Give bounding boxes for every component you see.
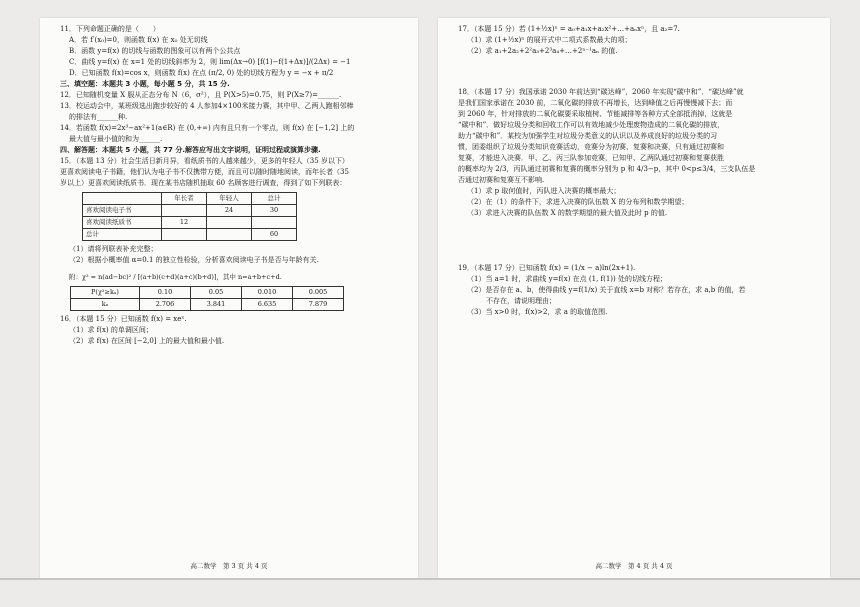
table-row	[83, 217, 297, 229]
table-cell: 30	[252, 205, 297, 217]
question-18-line: 助力“碳中和”．某校为加强学生对垃圾分类意义的认识以及养成良好的垃圾分类的习	[458, 132, 718, 140]
question-13-line1: 13．校运动会中，某班级选出跑步较好的 4 人参加4×100米接力赛，其中甲、乙两人跑相邻棒	[60, 102, 354, 110]
table-row	[83, 193, 297, 205]
option-c: C．曲线 y=f(x) 在 x=1 处的切线斜率为 2，则 lim(Δx→0) [f(1)−f(1+Δx)]/(2Δx) = −1	[69, 58, 351, 66]
page-3-content	[60, 24, 410, 347]
page-footer: 高二数学 第 4 页 共 4 页	[595, 562, 673, 570]
question-18-part1: （1）求 p 取何值时，丙队进入决赛的概率最大；	[467, 187, 621, 195]
question-15-line2: 更喜欢阅读电子书籍，他们认为电子书不仅携带方便，而且可以随时随地阅读，而年长者（35	[60, 168, 349, 176]
exam-page-3	[40, 18, 418, 578]
option-b: B．函数 y=f(x) 的切线与函数的图象可以有两个公共点	[69, 47, 241, 55]
question-18-line: 的概率均为 2/3，丙队通过初赛和复赛的概率分别为 p 和 4/3−p，其中 0<p≤3/4，三支队伍是	[458, 165, 756, 173]
question-13-line2: 的排法有______种.	[69, 113, 128, 121]
question-16-part1: （1）求 f(x) 的单调区间；	[69, 326, 153, 334]
question-19-part1: （1）当 a=1 时，求曲线 y=f(x) 在点 (1, f(1)) 处的切线方程；	[467, 275, 667, 283]
page-4-content	[458, 24, 822, 318]
question-17-part2: （2）求 a₁+2a₂+2²a₃+2³a₄+…+2ⁿ⁻¹aₙ 的值.	[467, 47, 618, 55]
table-cell: 0.05	[191, 287, 242, 299]
question-15-line1: 15．（本题 13 分）社会生活日新月异，看纸质书的人越来越少，更多的年轻人（35 岁以下）	[60, 157, 349, 165]
page-footer: 高二数学 第 3 页 共 4 页	[190, 562, 268, 570]
question-17-part1: （1）求 (1+½x)ⁿ 的展开式中二项式系数最大的项；	[467, 36, 632, 44]
table-cell: 0.005	[293, 287, 344, 299]
table-row	[71, 287, 344, 299]
table-row	[71, 299, 344, 311]
question-19-part2: （2）是否存在 a、b，使得曲线 y=f(1/x) 关于直线 x=b 对称？若存在，求 a,b 的值，若	[467, 286, 746, 294]
table-cell: 12	[162, 217, 207, 229]
table-cell: 3.841	[191, 299, 242, 311]
question-19-part2-cont: 不存在，请说明理由；	[486, 297, 556, 305]
critical-value-table	[70, 286, 344, 311]
question-11-stem: 11．下列命题正确的是（ ）	[60, 25, 160, 33]
table-cell: 年轻人	[207, 193, 252, 205]
chi-square-formula: 附：χ² = n(ad−bc)² / [(a+b)(c+d)(a+c)(b+d)]，其中 n=a+b+c+d.	[69, 273, 282, 281]
question-16-stem: 16．（本题 15 分）已知函数 f(x) = xeˣ.	[60, 315, 187, 323]
question-14-line1: 14．若函数 f(x)=2x³−ax²+1(a∈R) 在 (0,+∞) 内有且只有一个零点，则 f(x) 在 [−1,2] 上的	[60, 124, 355, 132]
question-15-line3: 岁以上）更喜欢阅读纸质书．现在某书店随机抽取 60 名顾客进行调查，得到了如下列联表：	[60, 179, 347, 187]
section-answer-heading: 四、解答题：本题共 5 小题，共 77 分.解答应写出文字说明，证明过程或演算步骤.	[60, 146, 321, 154]
table-cell: 0.010	[242, 287, 293, 299]
question-14-line2: 最大值与最小值的和为______.	[69, 135, 163, 143]
option-a: A．若 f′(x₀)=0，则函数 f(x) 在 x₀ 处无切线	[69, 36, 208, 44]
contingency-table	[82, 192, 297, 241]
question-18-line: 否通过初赛和复赛互不影响.	[458, 176, 545, 184]
question-18-line: 复赛，才能进入决赛．甲、乙、丙三队参加竞赛，已知甲、乙两队通过初赛和复赛获胜	[458, 154, 724, 162]
table-cell	[252, 217, 297, 229]
question-18-line: 18．（本题 17 分）我国承诺 2030 年前达到“碳达峰”，2060 年实现“碳中和”．“碳达峰”就	[458, 88, 744, 96]
table-cell: 0.10	[140, 287, 191, 299]
question-18-line: 是我们国家承诺在 2030 前，二氧化碳的排放不再增长，达到峰值之后再慢慢减下去；而	[458, 99, 733, 107]
section-fill-blank-heading: 三、填空题：本题共 3 小题，每小题 5 分，共 15 分.	[60, 80, 230, 88]
question-17-stem: 17．（本题 15 分）若 (1+½x)ⁿ = a₀+a₁x+a₂x²+…+aₙxⁿ，且 a₂=7.	[458, 25, 680, 33]
table-cell: 年长者	[162, 193, 207, 205]
table-cell: 喜欢阅读电子书	[83, 205, 162, 217]
table-cell: P(χ²≥kₐ)	[71, 287, 140, 299]
question-18-line: “碳中和”．做好垃圾分类和回收工作可以有效地减少处理废物造成的二氧化碳的排放，	[458, 121, 725, 129]
table-cell	[162, 205, 207, 217]
table-row	[83, 205, 297, 217]
table-cell: 2.706	[140, 299, 191, 311]
question-19-part3: （3）当 x>0 时，f(x)>2，求 a 的取值范围.	[467, 308, 608, 316]
table-cell: kₐ	[71, 299, 140, 311]
question-18-part3: （3）求进入决赛的队伍数 X 的数学期望的最大值及此时 p 的值.	[467, 209, 668, 217]
table-cell	[83, 193, 162, 205]
table-cell	[162, 229, 207, 241]
option-d: D．已知函数 f(x)=cos x，则函数 f(x) 在点 (π/2, 0) 处的切线方程为 y = −x + π/2	[69, 69, 334, 77]
table-cell: 7.879	[293, 299, 344, 311]
question-18-line: 到 2060 年，针对排放的二氧化碳要采取植树、节能减排等各种方式全部抵消掉，这就是	[458, 110, 733, 118]
question-15-part1: （1）请将列联表补充完整；	[69, 245, 158, 253]
question-19-stem: 19．（本题 17 分）已知函数 f(x) = (1/x − a)ln(2x+1).	[458, 264, 636, 272]
table-cell: 24	[207, 205, 252, 217]
table-row	[83, 229, 297, 241]
question-15-part2: （2）根据小概率值 α=0.1 的独立性检验，分析喜欢阅读电子书是否与年龄有关.	[69, 256, 319, 264]
scan-edge-line	[0, 578, 860, 580]
table-cell: 总计	[83, 229, 162, 241]
table-cell: 6.635	[242, 299, 293, 311]
table-cell	[207, 217, 252, 229]
table-cell: 喜欢阅读纸质书	[83, 217, 162, 229]
question-18-part2: （2）在（1）的条件下，求进入决赛的队伍数 X 的分布列和数学期望；	[467, 198, 689, 206]
table-cell: 总计	[252, 193, 297, 205]
question-18-line: 惯，团委组织了垃圾分类知识竞赛活动，竞赛分为初赛、复赛和决赛，只有通过初赛和	[458, 143, 724, 151]
table-cell	[207, 229, 252, 241]
exam-page-4	[438, 18, 830, 578]
table-cell: 60	[252, 229, 297, 241]
question-16-part2: （2）求 f(x) 在区间 [−2,0] 上的最大值和最小值.	[69, 337, 225, 345]
question-12: 12．已知随机变量 X 服从正态分布 N（6，σ²），且 P(X>5)=0.75，则 P(X≥7)=______.	[60, 91, 342, 99]
